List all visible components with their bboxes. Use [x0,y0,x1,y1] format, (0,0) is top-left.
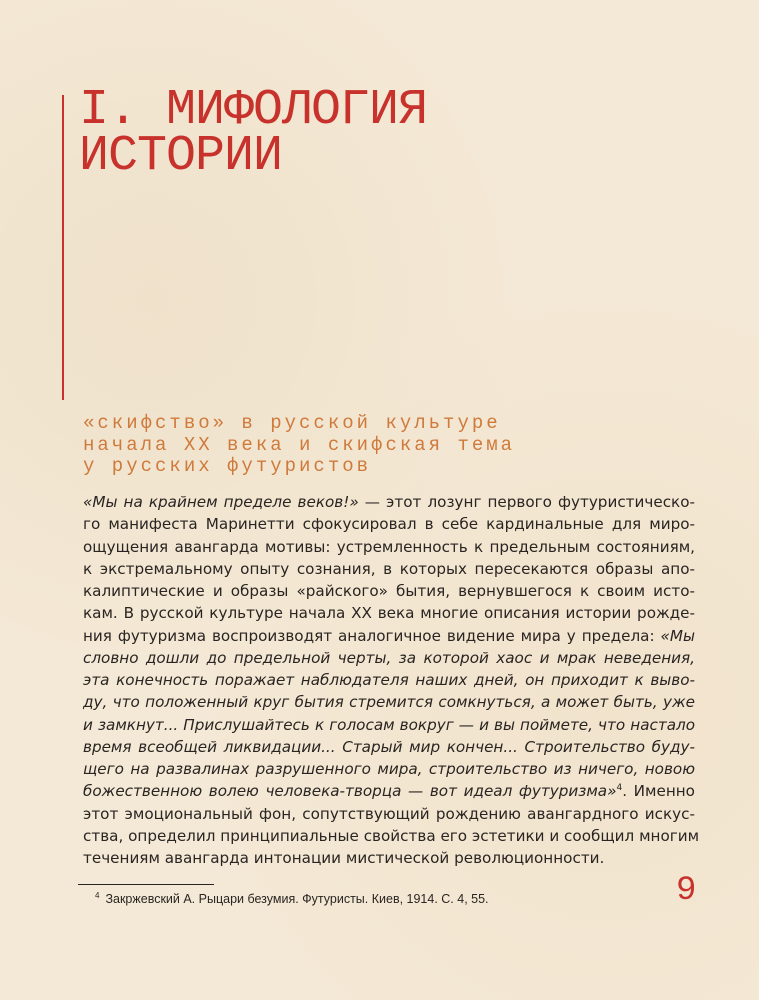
body-line [83,714,695,736]
quote-text: словно дошли до предельной черты, за которой хаос и мрак неведения, [83,648,695,667]
text-segment: ства, определил принципиальные свойства его эстетики и сообщил многим [83,826,700,845]
quote-text: эта конечность поражает наблюдателя наших дней, он приходит к выво- [83,671,695,689]
text-segment: этот эмоциональный фон, сопутствующий рождению авангардного искус- [83,804,695,823]
chapter-title [79,82,428,185]
footnote-text: Закржевский А. Рыцари безумия. Футуристы. Киев, 1914. С. 4, 55. [105,892,489,906]
body-text [83,491,700,869]
body-line [83,691,695,713]
text-segment: кам. В русской культуре начала XX века многие описания истории рожде- [83,604,695,623]
text-segment: — этот лозунг первого футуристическо- [358,493,695,511]
text-segment: ния футуризма воспроизводят аналогичное видение мира у предела: [83,626,661,645]
body-line [83,647,695,669]
body-line [83,491,695,513]
text-segment: го манифеста Маринетти сфокусировал в себе кардинальные для миро- [83,515,695,534]
body-line [83,513,695,535]
footnote [95,891,489,906]
quote-text: и замкнут... Прислушайтесь к голосам вокруг — и вы поймете, что настало [83,715,695,734]
body-line [83,602,695,624]
body-line [83,825,700,847]
body-line [83,780,695,802]
body-line [83,803,695,825]
quote-text: ду, что положенный круг бытия стремится сомкнуться, а может быть, уже [83,693,695,712]
quote-text: «Мы на крайнем пределе веков!» [83,493,359,511]
text-segment: к экстремальному опыту сознания, в которых пересекаются образы апо- [83,559,695,578]
quote-text: время всеобщей ликвидации... Старый мир кончен... Строительство буду- [83,737,695,756]
subtitle-line: начала XX века и скифская тема [83,433,516,456]
chapter-title-line-1: I. МИФОЛОГИЯ [79,82,428,139]
chapter-accent-rule [62,95,64,400]
text-segment: . Именно [622,782,695,801]
page-number: 9 [676,872,697,910]
subtitle-line: «скифство» в русской культуре [83,412,501,434]
text-segment: калиптические и образы «райского» бытия, вернувшегося к своим исто- [83,582,695,600]
body-line [83,758,695,780]
text-segment: ощущения авангарда мотивы: устремленность к предельным состояниям, [83,537,695,556]
body-line [83,625,695,647]
body-line [83,580,695,602]
body-line [83,669,695,691]
footnote-reference: 4 [616,783,623,794]
quote-text: «Мы [660,626,695,645]
quote-text: божественною волею человека-творца — вот идеал футуризма» [83,782,617,801]
subtitle-line: у русских футуристов [83,455,372,477]
body-line [83,558,695,580]
footnote-divider [78,884,214,885]
text-segment: течениям авангарда интонации мистической революционности. [83,849,605,867]
body-line [83,536,695,558]
section-subtitle [83,413,515,478]
body-line [83,847,695,869]
chapter-title-line-2: ИСТОРИИ [79,128,283,185]
footnote-mark: 4 [95,891,100,900]
body-line [83,736,695,758]
quote-text: щего на развалинах разрушенного мира, строительство из ничего, новою [83,760,695,778]
